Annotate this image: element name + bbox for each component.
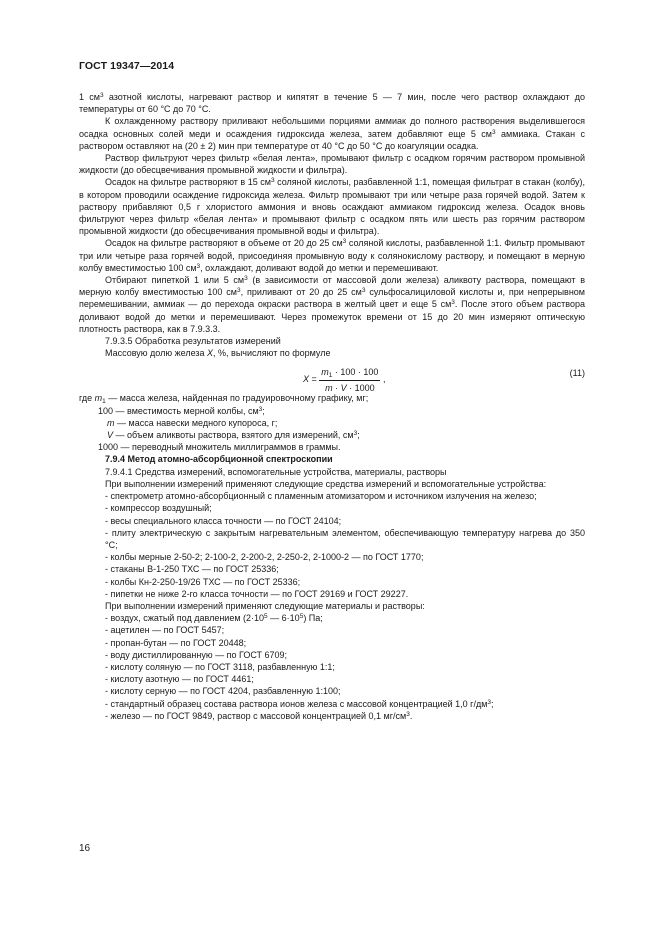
list-item: - воздух, сжатый под давлением ($2\cdot 10^5$ — $6\cdot 10^5$) Па; bbox=[105, 613, 323, 624]
paragraph: При выполнении измерений применяют следующие материалы и растворы: bbox=[105, 600, 425, 611]
section-heading-7941: 7.9.4.1 Средства измерений, вспомогательные устройства, материалы, растворы bbox=[105, 466, 447, 477]
list-item: - весы специального класса точности — по ГОСТ 24104; bbox=[105, 515, 342, 526]
paragraph: Массовую долю железа X, %, вычисляют по формуле bbox=[105, 348, 331, 359]
formula-fraction bbox=[319, 366, 380, 393]
section-heading-7935: 7.9.3.5 Обработка результатов измерений bbox=[105, 336, 281, 347]
page-content bbox=[79, 91, 585, 722]
list-item: - спектрометр атомно-абсорбционный с пламенным атомизатором и источником излучения на железо; bbox=[105, 491, 537, 502]
paragraph: При выполнении измерений применяют следующие средства измерений и вспомогательные устройства: bbox=[105, 478, 547, 489]
list-item: - воду дистиллированную — по ГОСТ 6709; bbox=[105, 649, 288, 660]
formula-denominator: m · V · 1000 bbox=[325, 382, 375, 393]
paragraph: 1 $см^3$ азотной кислоты, нагревают раствор и кипятят в течение 5 — 7 мин, после чего раствор охлаждают до температуры от 60 °С до 70 °С. bbox=[79, 92, 585, 115]
list-item: - стаканы В-1-250 ТХС — по ГОСТ 25336; bbox=[105, 564, 279, 575]
list-item: - плиту электрическую с закрытым нагревательным элементом, обеспечивающую температуру нагрева до 350 °С; bbox=[105, 527, 585, 550]
list-item: - пропан-бутан — по ГОСТ 20448; bbox=[105, 637, 247, 648]
formula-number: (11) bbox=[569, 368, 585, 379]
formula-11 bbox=[79, 360, 585, 392]
formula-expression: X = $\frac{m_1 \cdot 100 \cdot 100}{m \cdot V \cdot 1000}$ , bbox=[303, 367, 386, 393]
paragraph: Раствор фильтруют через фильтр «белая лента», промывают фильтр с осадком горячим раствором промывной жидкости (до обесцвечивания промывной жидкости и фильтра). bbox=[79, 153, 585, 176]
list-item: - стандартный образец состава раствора ионов железа с массовой концентрацией 1,0 $г/дм^3$; bbox=[105, 698, 494, 709]
formula-numerator: $m_1 \cdot 100 \cdot 100$ bbox=[321, 367, 379, 380]
list-item: - железо — по ГОСТ 9849, раствор с массовой концентрацией 0,1 $мг/см^3$. bbox=[105, 710, 413, 721]
list-item: - колбы мерные 2-50-2; 2-100-2, 2-200-2, 2-250-2, 2-1000-2 — по ГОСТ 1770; bbox=[105, 552, 424, 563]
where-item: 100 — вместимость мерной колбы, $см^3$; bbox=[98, 405, 265, 416]
where-item: 1000 — переводный множитель миллиграммов в граммы. bbox=[98, 442, 341, 453]
list-item: - кислоту азотную — по ГОСТ 4461; bbox=[105, 674, 254, 685]
equipment-list bbox=[79, 490, 585, 600]
page-number: 16 bbox=[79, 843, 91, 854]
paragraph: Отбирают пипеткой 1 или 5 $см^3$ (в зависимости от массовой доли железа) аликвоту раствора, помещают в мерную колбу вместимостью 100 $см^3$, приливают от 20 до 25 $см^3$ сульфосалициловой кислоты и, при непрерывном перемешивании, аммиак — до перехода окраски раствора в желтый цвет и еще 5 $см^3$. После этого объем раствора доливают водой до метки и перемешивают. Через промежуток времени от 15 до 20 мин измеряют оптическую плотность раствора, как в 7.9.3.3. bbox=[79, 275, 585, 334]
where-item: m — масса навески медного купороса, г; bbox=[107, 417, 278, 428]
list-item: - пипетки не ниже 2-го класса точности — по ГОСТ 29169 и ГОСТ 29227. bbox=[105, 588, 409, 599]
section-heading-794: 7.9.4 Метод атомно-абсорбционной спектроскопии bbox=[105, 454, 333, 465]
list-item: - колбы Кн-2-250-19/26 ТХС — по ГОСТ 25336; bbox=[105, 576, 301, 587]
document-header: ГОСТ 19347—2014 bbox=[79, 60, 175, 72]
paragraph: Осадок на фильтре растворяют в объеме от 20 до 25 $см^3$ соляной кислоты, разбавленной 1:1. Фильтр промывают три или четыре раза горячей водой, присоединяя промывную воду к солянокислому раствору, и помещают в мерную колбу вместимостью 100 $см^3$, охлаждают, доливают водой до метки и перемешивают. bbox=[79, 238, 585, 273]
where-item: V — объем аликвоты раствора, взятого для измерений, $см^3$; bbox=[107, 430, 360, 441]
paragraph: Осадок на фильтре растворяют в 15 $см^3$ соляной кислоты, разбавленной 1:1, помещая фильтрат в стакан (колбу), в котором проводили осаждение гидроксида железа. Фильтр промывают три или четыре раза горячей водой. Затем к раствору прибавляют 0,5 г хлористого аммония и вновь осаждают аммиаком гидроксид железа. Осадок вновь фильтруют через фильтр «белая лента» и промывают фильтр с осадком пять или шесть раз горячим раствором промывной жидкости (до обесцвечивания промывной воды и фильтра). bbox=[79, 177, 585, 237]
list-item: - кислоту серную — по ГОСТ 4204, разбавленную 1:100; bbox=[105, 686, 341, 697]
paragraph: К охлажденному раствору приливают небольшими порциями аммиак до полного растворения выделившегося осадка основных солей меди и осаждения гидроксида железа, затем добавляют еще 5 $см^3$ аммиака. Стакан с раствором оставляют на (20 ± 2) мин при температуре от 40 °С до 50 °С до коагуляции осадка. bbox=[79, 116, 585, 151]
where-clause: где $m_1$ — масса железа, найденная по градуировочному графику, мг; bbox=[79, 393, 369, 406]
list-item: - кислоту соляную — по ГОСТ 3118, разбавленную 1:1; bbox=[105, 661, 335, 672]
materials-list bbox=[79, 612, 585, 722]
list-item: - ацетилен — по ГОСТ 5457; bbox=[105, 625, 225, 636]
list-item: - компрессор воздушный; bbox=[105, 503, 212, 514]
